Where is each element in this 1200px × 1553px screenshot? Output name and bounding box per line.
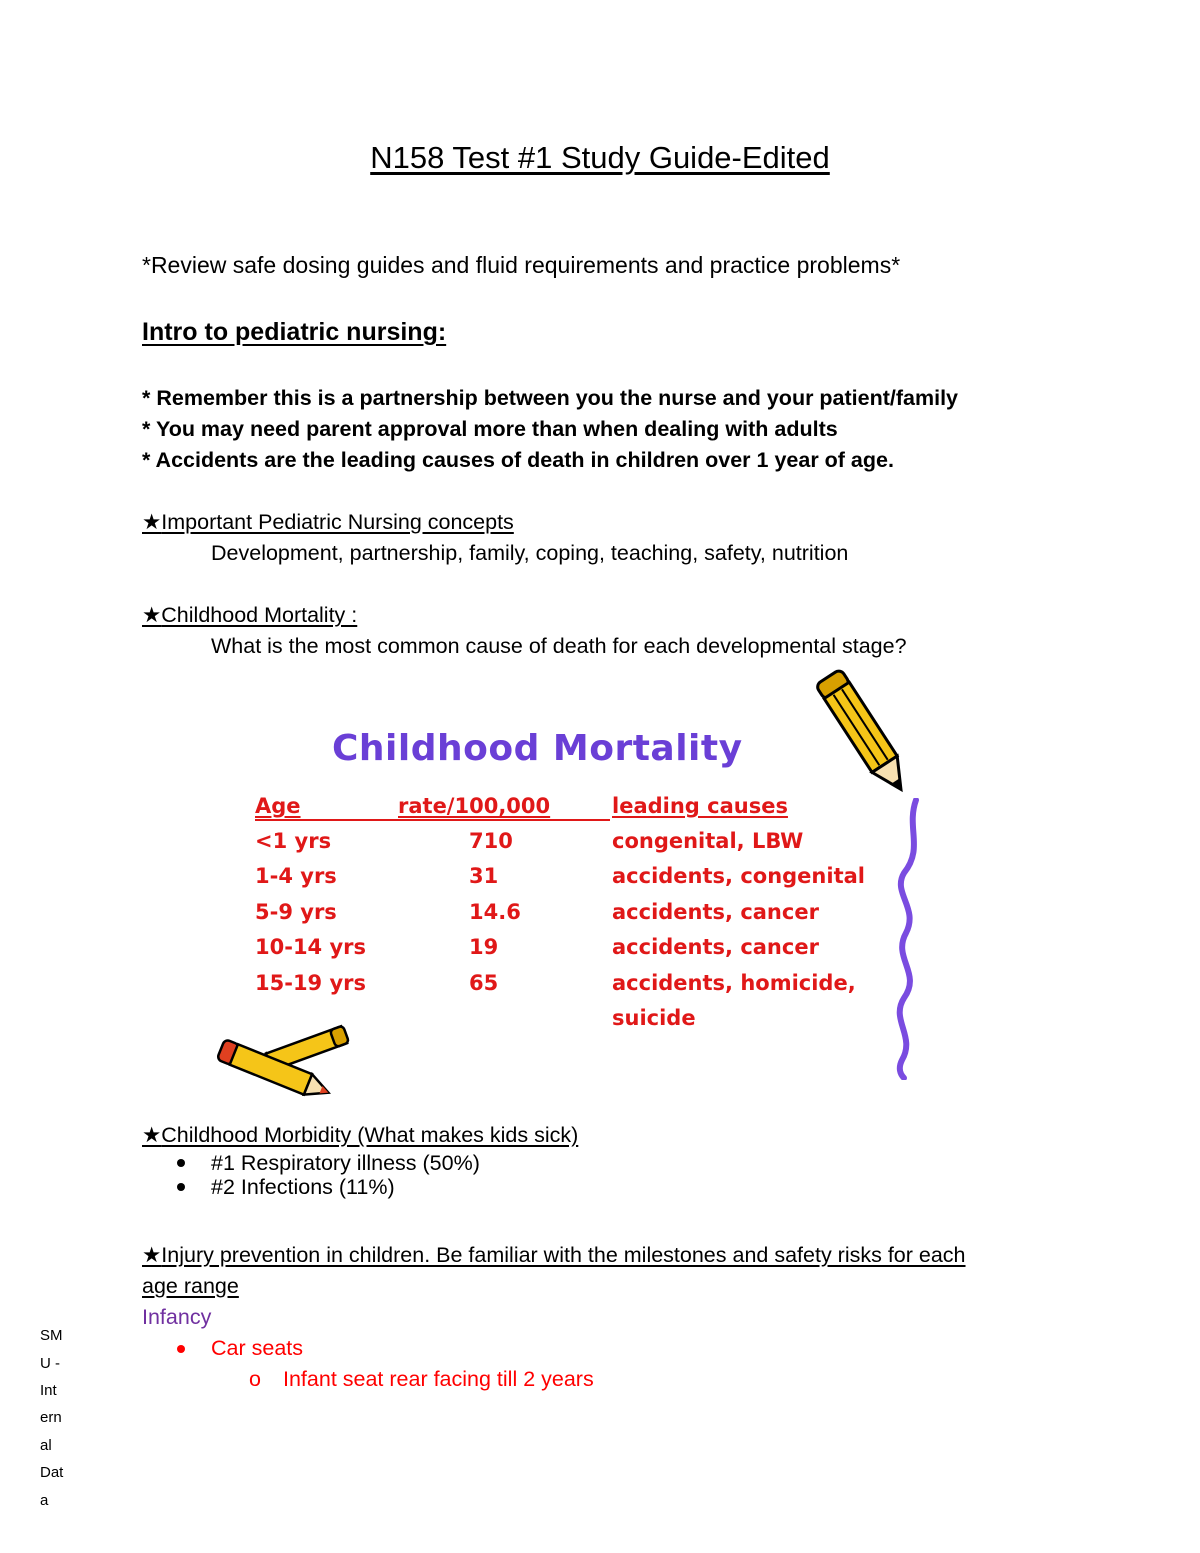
mortality-rate: 710 xyxy=(469,829,513,853)
classification-label-line: Dat xyxy=(40,1464,64,1481)
mortality-causes: accidents, homicide, xyxy=(612,971,856,995)
mortality-age: <1 yrs xyxy=(255,829,332,853)
mortality-col-rate: rate/100,000 xyxy=(398,794,551,818)
star-icon: ★ xyxy=(142,1243,162,1267)
mortality-age: 10-14 yrs xyxy=(255,935,367,959)
bullet-icon xyxy=(177,1183,185,1191)
star-icon: ★ xyxy=(142,1123,162,1147)
classification-label-line: ern xyxy=(40,1409,62,1426)
injury-heading-continued: age range xyxy=(142,1274,239,1298)
classification-label-line: U - xyxy=(40,1355,60,1372)
review-note: *Review safe dosing guides and fluid requirements and practice problems* xyxy=(142,252,901,278)
mortality-rate: 19 xyxy=(469,935,499,959)
star-icon: ★ xyxy=(142,510,162,534)
mortality-heading: ★Childhood Mortality : xyxy=(142,603,358,627)
mortality-age: 5-9 yrs xyxy=(255,900,337,924)
mortality-image-title: Childhood Mortality xyxy=(332,728,743,769)
intro-point: * Accidents are the leading causes of death in children over 1 year of age. xyxy=(142,448,894,472)
mortality-question: What is the most common cause of death for each developmental stage? xyxy=(211,634,907,658)
infancy-subheading: Infancy xyxy=(142,1305,212,1329)
mortality-causes: accidents, congenital xyxy=(612,864,865,888)
mortality-causes: suicide xyxy=(612,1006,696,1030)
document-title: N158 Test #1 Study Guide-Edited xyxy=(370,140,830,175)
classification-label-line: Int xyxy=(40,1382,57,1399)
morbidity-item: #2 Infections (11%) xyxy=(211,1175,395,1199)
pencil-icon xyxy=(810,662,920,807)
classification-label-line: SM xyxy=(40,1327,63,1344)
morbidity-item: #1 Respiratory illness (50%) xyxy=(211,1151,480,1175)
header-underline xyxy=(255,819,610,821)
classification-label-line: al xyxy=(40,1437,52,1454)
concepts-text: Development, partnership, family, coping, teaching, safety, nutrition xyxy=(211,541,849,565)
mortality-col-causes: leading causes xyxy=(612,794,788,818)
mortality-age: 15-19 yrs xyxy=(255,971,367,995)
concepts-heading: ★Important Pediatric Nursing concepts xyxy=(142,510,514,534)
bullet-icon xyxy=(177,1159,185,1167)
morbidity-heading: ★Childhood Morbidity (What makes kids sick) xyxy=(142,1123,579,1147)
mortality-rate: 14.6 xyxy=(469,900,521,924)
intro-heading: Intro to pediatric nursing: xyxy=(142,318,447,346)
intro-point: * You may need parent approval more than when dealing with adults xyxy=(142,417,838,441)
crossed-pencils-icon xyxy=(205,1010,365,1105)
injury-item: Car seats xyxy=(211,1336,304,1360)
squiggle-line-icon xyxy=(884,798,928,1080)
mortality-causes: congenital, LBW xyxy=(612,829,804,853)
classification-label-line: a xyxy=(40,1492,49,1509)
mortality-age: 1-4 yrs xyxy=(255,864,337,888)
injury-heading: ★Injury prevention in children. Be familiar with the milestones and safety risks for each xyxy=(142,1243,966,1267)
mortality-rate: 65 xyxy=(469,971,499,995)
mortality-causes: accidents, cancer xyxy=(612,935,819,959)
injury-subitem: Infant seat rear facing till 2 years xyxy=(283,1367,594,1391)
sub-bullet-icon: o xyxy=(249,1367,261,1391)
intro-point: * Remember this is a partnership between you the nurse and your patient/family xyxy=(142,386,959,410)
mortality-col-age: Age xyxy=(255,794,301,818)
mortality-causes: accidents, cancer xyxy=(612,900,819,924)
mortality-rate: 31 xyxy=(469,864,499,888)
bullet-icon xyxy=(177,1345,185,1353)
star-icon: ★ xyxy=(142,603,162,627)
